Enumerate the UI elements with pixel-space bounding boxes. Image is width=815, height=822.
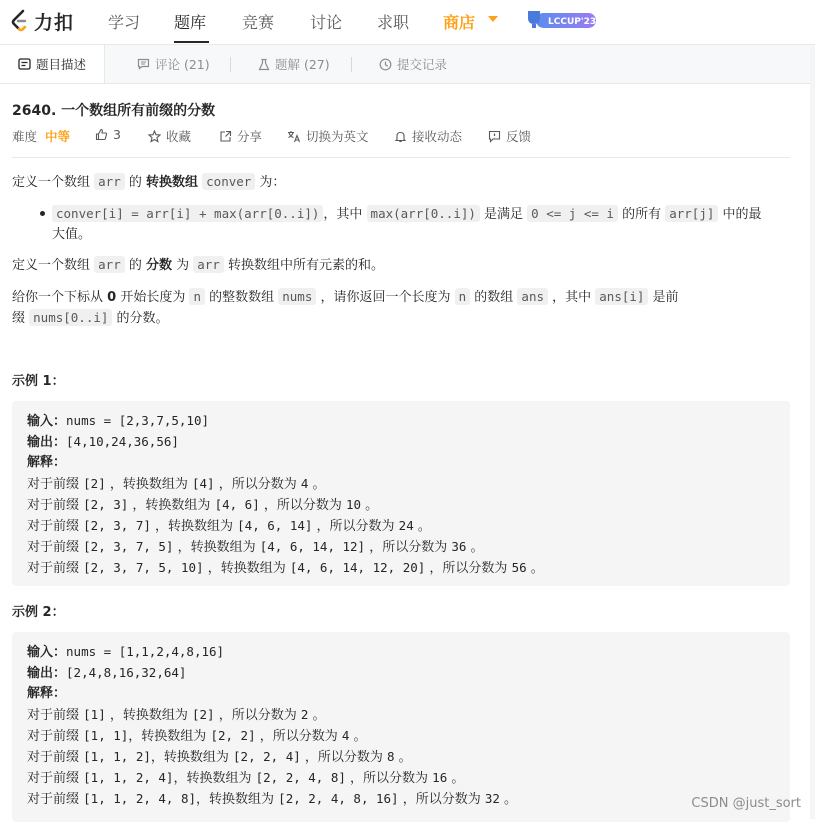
star-icon xyxy=(148,130,161,143)
nav-problemset[interactable]: 题库 xyxy=(174,13,207,32)
bell-icon xyxy=(394,130,407,143)
example-explanation-line: 对于前缀 [2, 3, 7] ，转换数组为 [4, 6, 14] ，所以分数为 24 。 xyxy=(27,518,431,534)
bullet-dot xyxy=(40,211,45,216)
example-explanation-line: 对于前缀 [1, 1, 2]，转换数组为 [2, 2, 4] ，所以分数为 8 。 xyxy=(27,749,412,765)
tab-submissions-label: 提交记录 xyxy=(397,57,448,72)
problem-title: 2640. 一个数组所有前缀的分数 xyxy=(12,103,216,119)
tab-comments[interactable] xyxy=(137,45,210,83)
problem-meta-bar xyxy=(12,127,790,145)
share-icon xyxy=(219,130,232,143)
switch-language-label: 切换为英文 xyxy=(306,129,369,144)
example-1-box xyxy=(12,401,790,586)
example-explanation-line: 对于前缀 [2, 3, 7, 5, 10] ，转换数组为 [4, 6, 14, 12, 20] ，所以分数为 56 。 xyxy=(27,560,544,576)
example-explanation-label: 解释： xyxy=(27,455,67,470)
scrollbar-track[interactable] xyxy=(810,45,815,819)
share-button[interactable] xyxy=(219,127,262,145)
store-caret-icon[interactable] xyxy=(488,16,498,22)
tab-comments-label: 评论 (21) xyxy=(155,57,210,72)
share-label: 分享 xyxy=(237,129,263,144)
nav-jobs[interactable]: 求职 xyxy=(377,13,410,32)
example-1-title: 示例 1： xyxy=(12,374,65,389)
problem-tabs xyxy=(0,45,815,84)
difficulty-badge: 中等 xyxy=(45,129,71,144)
translate-icon xyxy=(287,130,301,143)
comment-icon xyxy=(137,58,150,70)
definition-score: 定义一个数组 arr 的 分数 为 arr 转换数组中所有元素的和。 xyxy=(12,257,384,273)
nav-active-indicator xyxy=(174,41,209,43)
example-output: 输出：[2,4,8,16,32,64] xyxy=(27,665,187,681)
task-statement: 给你一个下标从 0 开始长度为 n 的整数数组 nums ，请你返回一个长度为 n 的数组 ans ，其中 ans[i] 是前 缀 nums[0..i] 的分数。 xyxy=(12,289,679,326)
tab-solutions[interactable] xyxy=(258,45,330,83)
example-explanation-line: 对于前缀 [1, 1]，转换数组为 [2, 2] ，所以分数为 4 。 xyxy=(27,728,367,744)
logo-text: 力扣 xyxy=(34,11,75,34)
meta-divider xyxy=(12,157,790,158)
tab-submissions[interactable] xyxy=(379,45,447,83)
example-explanation-label: 解释： xyxy=(27,686,67,701)
like-button[interactable] xyxy=(95,127,121,142)
feedback-button[interactable] xyxy=(488,127,531,145)
tab-description[interactable] xyxy=(0,45,105,83)
leetcode-logo-icon xyxy=(10,9,30,33)
example-explanation-line: 对于前缀 [1, 1, 2, 4]，转换数组为 [2, 2, 4, 8] ，所以分数为 16 。 xyxy=(27,770,465,786)
example-2-box xyxy=(12,632,790,822)
lccup-badge-text: LCCUP'23 xyxy=(548,17,596,27)
switch-language-button[interactable] xyxy=(287,127,369,145)
nav-study[interactable]: 学习 xyxy=(108,13,141,32)
nav-store[interactable]: 商店 xyxy=(443,13,476,32)
top-navbar xyxy=(0,0,815,45)
example-output: 输出：[4,10,24,36,56] xyxy=(27,434,179,450)
tab-separator xyxy=(230,57,231,72)
feedback-label: 反馈 xyxy=(506,129,532,144)
tab-separator xyxy=(351,57,352,72)
favorite-button[interactable] xyxy=(148,127,191,145)
nav-discuss[interactable]: 讨论 xyxy=(310,13,343,32)
like-count: 3 xyxy=(113,127,121,142)
definition-bullet: conver[i] = arr[i] + max(arr[0..i]) ，其中 max(arr[0..i]) 是满足 0 <= j <= i 的所有 arr[j] 中的最 大值。 xyxy=(52,206,762,242)
leetcode-logo[interactable] xyxy=(10,8,74,34)
example-explanation-line: 对于前缀 [1] ，转换数组为 [2] ，所以分数为 2 。 xyxy=(27,707,326,723)
tab-description-label: 题目描述 xyxy=(36,57,87,72)
example-input: 输入：nums = [2,3,7,5,10] xyxy=(27,413,210,429)
tab-solutions-label: 题解 (27) xyxy=(275,57,330,72)
definition-conver: 定义一个数组 arr 的 转换数组 conver 为： xyxy=(12,174,286,190)
csdn-watermark: CSDN @just_sort xyxy=(691,796,801,811)
example-explanation-line: 对于前缀 [2, 3, 7, 5] ，转换数组为 [4, 6, 14, 12] ，所以分数为 36 。 xyxy=(27,539,484,555)
notify-button[interactable] xyxy=(394,127,462,145)
favorite-label: 收藏 xyxy=(166,129,192,144)
example-input: 输入：nums = [1,1,2,4,8,16] xyxy=(27,644,225,660)
history-icon xyxy=(379,58,392,71)
feedback-icon xyxy=(488,130,501,143)
description-icon xyxy=(18,58,31,70)
flask-icon xyxy=(258,58,270,71)
example-2-title: 示例 2： xyxy=(12,605,65,620)
lccup-badge-icon[interactable] xyxy=(526,9,596,31)
nav-contest[interactable]: 竞赛 xyxy=(242,13,275,32)
example-explanation-line: 对于前缀 [1, 1, 2, 4, 8]，转换数组为 [2, 2, 4, 8, 16] ，所以分数为 32 。 xyxy=(27,791,518,807)
notify-label: 接收动态 xyxy=(412,129,463,144)
example-explanation-line: 对于前缀 [2, 3] ，转换数组为 [4, 6] ，所以分数为 10 。 xyxy=(27,497,379,513)
difficulty-label: 难度 xyxy=(12,129,38,144)
thumbs-up-icon xyxy=(95,128,108,141)
example-explanation-line: 对于前缀 [2] ，转换数组为 [4] ，所以分数为 4 。 xyxy=(27,476,326,492)
